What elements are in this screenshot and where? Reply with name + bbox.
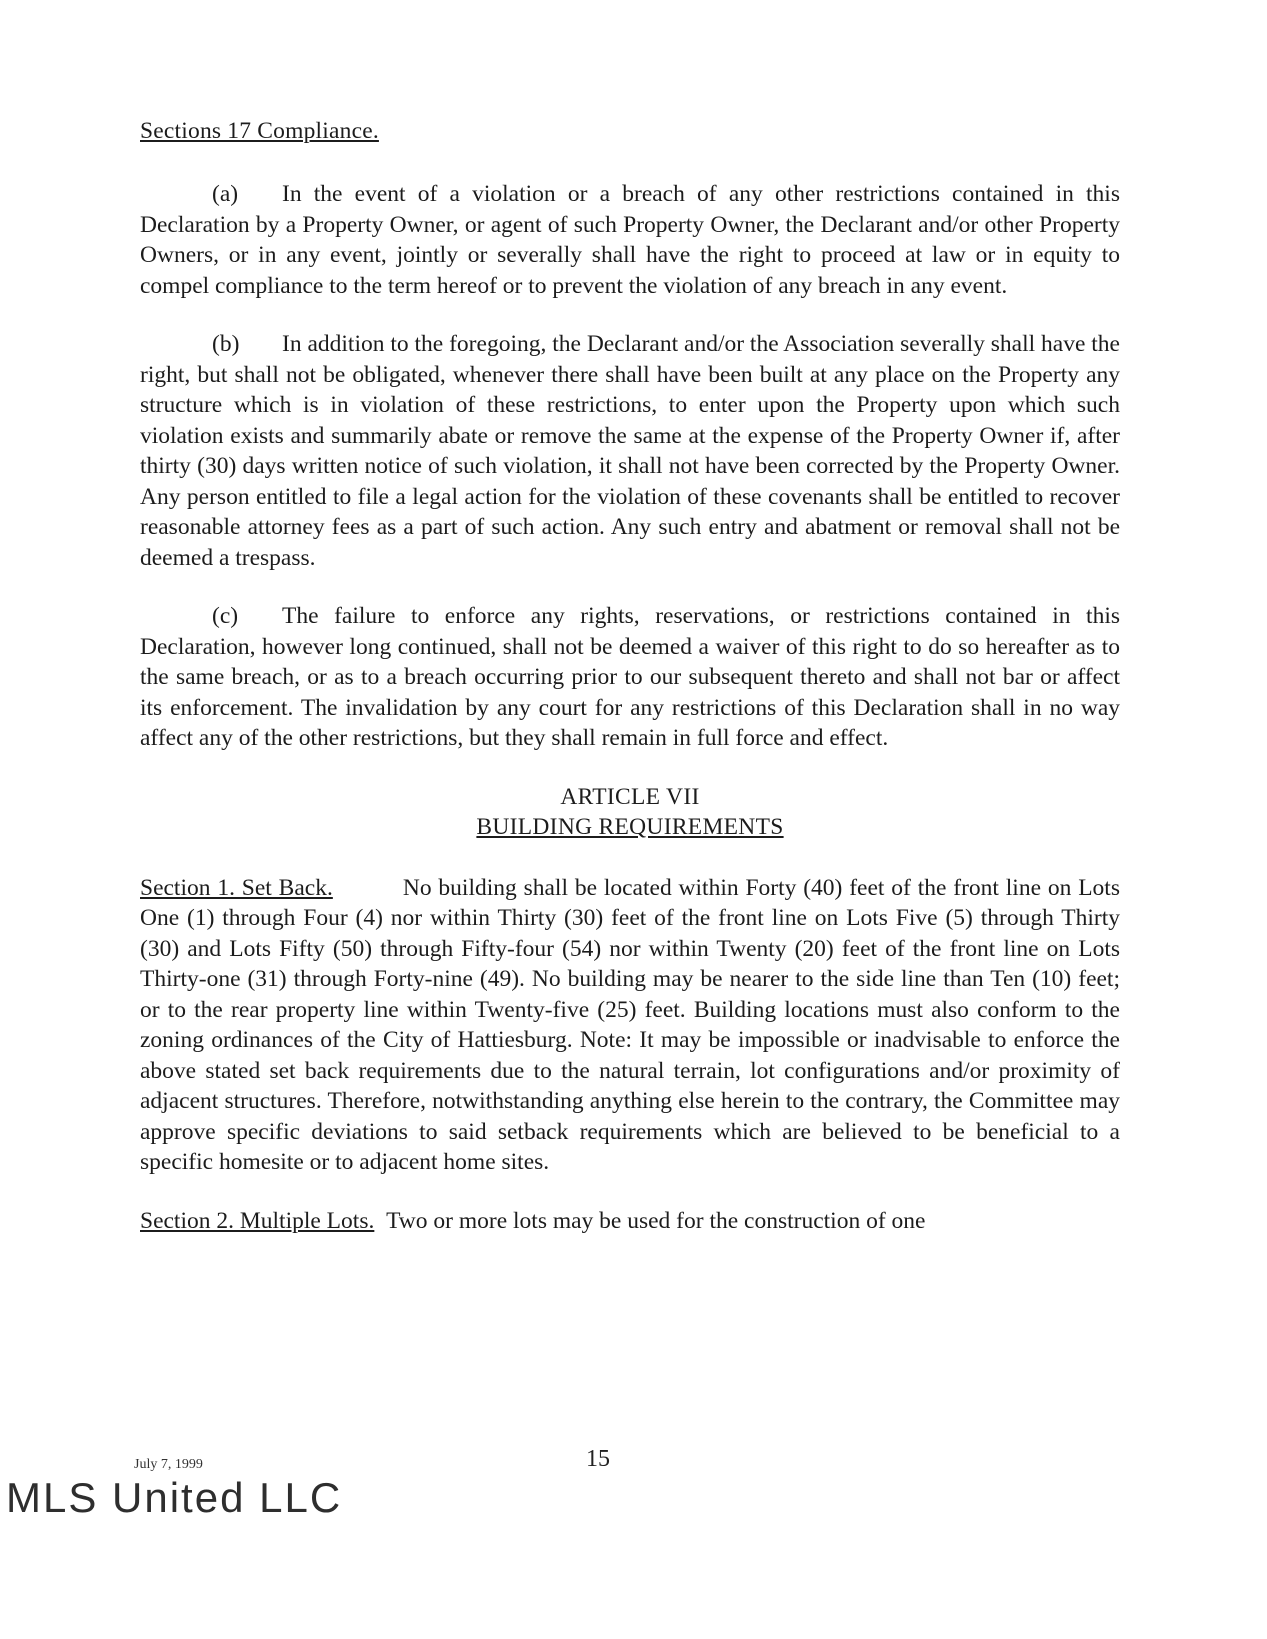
- section-2-paragraph: [140, 1206, 1120, 1237]
- section-2-text: Two or more lots may be used for the construction of one: [386, 1207, 926, 1234]
- paragraph-b: [140, 329, 1120, 573]
- article-heading: [140, 782, 1120, 843]
- paragraph-a-text: In the event of a violation or a breach of any other restrictions contained in this Declaration by a Property Owner, or agent of such Property Owner, the Declarant and/or other Property Owners, or in any event, jointly or severally shall have the right to proceed at law or in equity to compel compliance to the term hereof or to prevent the violation of any breach in any event.: [140, 181, 1120, 299]
- watermark-logo: MLS United LLC: [6, 1474, 343, 1521]
- section-17-heading: Sections 17 Compliance.: [140, 118, 379, 144]
- paragraph-a: [140, 179, 1120, 301]
- document-page: [140, 118, 1120, 1264]
- paragraph-b-text: In addition to the foregoing, the Declarant and/or the Association severally shall have the right, but shall not be obligated, whenever there shall have been built at any place on the Property any structure which is in violation of these restrictions, to enter upon the Property upon which such violation exists and summarily abate or remove the same at the expense of the Property Owner if, after thirty (30) days written notice of such violation, it shall not have been corrected by the Property Owner. Any person entitled to file a legal action for the violation of these covenants shall be entitled to recover reasonable attorney fees as a part of such action. Any such entry and abatment or removal shall not be deemed a trespass.: [140, 331, 1120, 571]
- section-1-paragraph: [140, 873, 1120, 1178]
- paragraph-b-label: (b): [212, 331, 240, 357]
- paragraph-a-label: (a): [212, 181, 239, 207]
- article-subtitle: BUILDING REQUIREMENTS: [476, 814, 784, 840]
- page-number: 15: [586, 1446, 610, 1472]
- section-1-heading: Section 1. Set Back.: [140, 874, 333, 901]
- paragraph-c-label: (c): [212, 603, 239, 629]
- article-title: ARTICLE VII: [560, 783, 700, 810]
- paragraph-c: [140, 601, 1120, 754]
- section-1-text: No building shall be located within Forty (40) feet of the front line on Lots One (1) through Four (4) nor within Thirty (30) feet of the front line on Lots Five (5) through Thirty (30) and Lots Fifty (50) through Fifty-four (54) nor within Twenty (20) feet of the front line on Lots Thirty-one (31) through Forty-nine (49). No building may be nearer to the side line than Ten (10) feet; or to the rear property line within Twenty-five (25) feet. Building locations must also conform to the zoning ordinances of the City of Hattiesburg. Note: It may be impossible or inadvisable to enforce the above stated set back requirements due to the natural terrain, lot configurations and/or proximity of adjacent structures. Therefore, notwithstanding anything else herein to the contrary, the Committee may approve specific deviations to said setback requirements which are believed to be beneficial to a specific homesite or to adjacent home sites.: [140, 874, 1120, 1175]
- section-2-heading: Section 2. Multiple Lots.: [140, 1207, 375, 1234]
- paragraph-c-text: The failure to enforce any rights, reservations, or restrictions contained in this Declaration, however long continued, shall not be deemed a waiver of this right to do so hereafter as to the same breach, or as to a breach occurring prior to our subsequent thereto and shall not bar or affect its enforcement. The invalidation by any court for any restrictions of this Declaration shall in no way affect any of the other restrictions, but they shall remain in full force and effect.: [140, 603, 1120, 751]
- footer-date: July 7, 1999: [134, 1457, 203, 1472]
